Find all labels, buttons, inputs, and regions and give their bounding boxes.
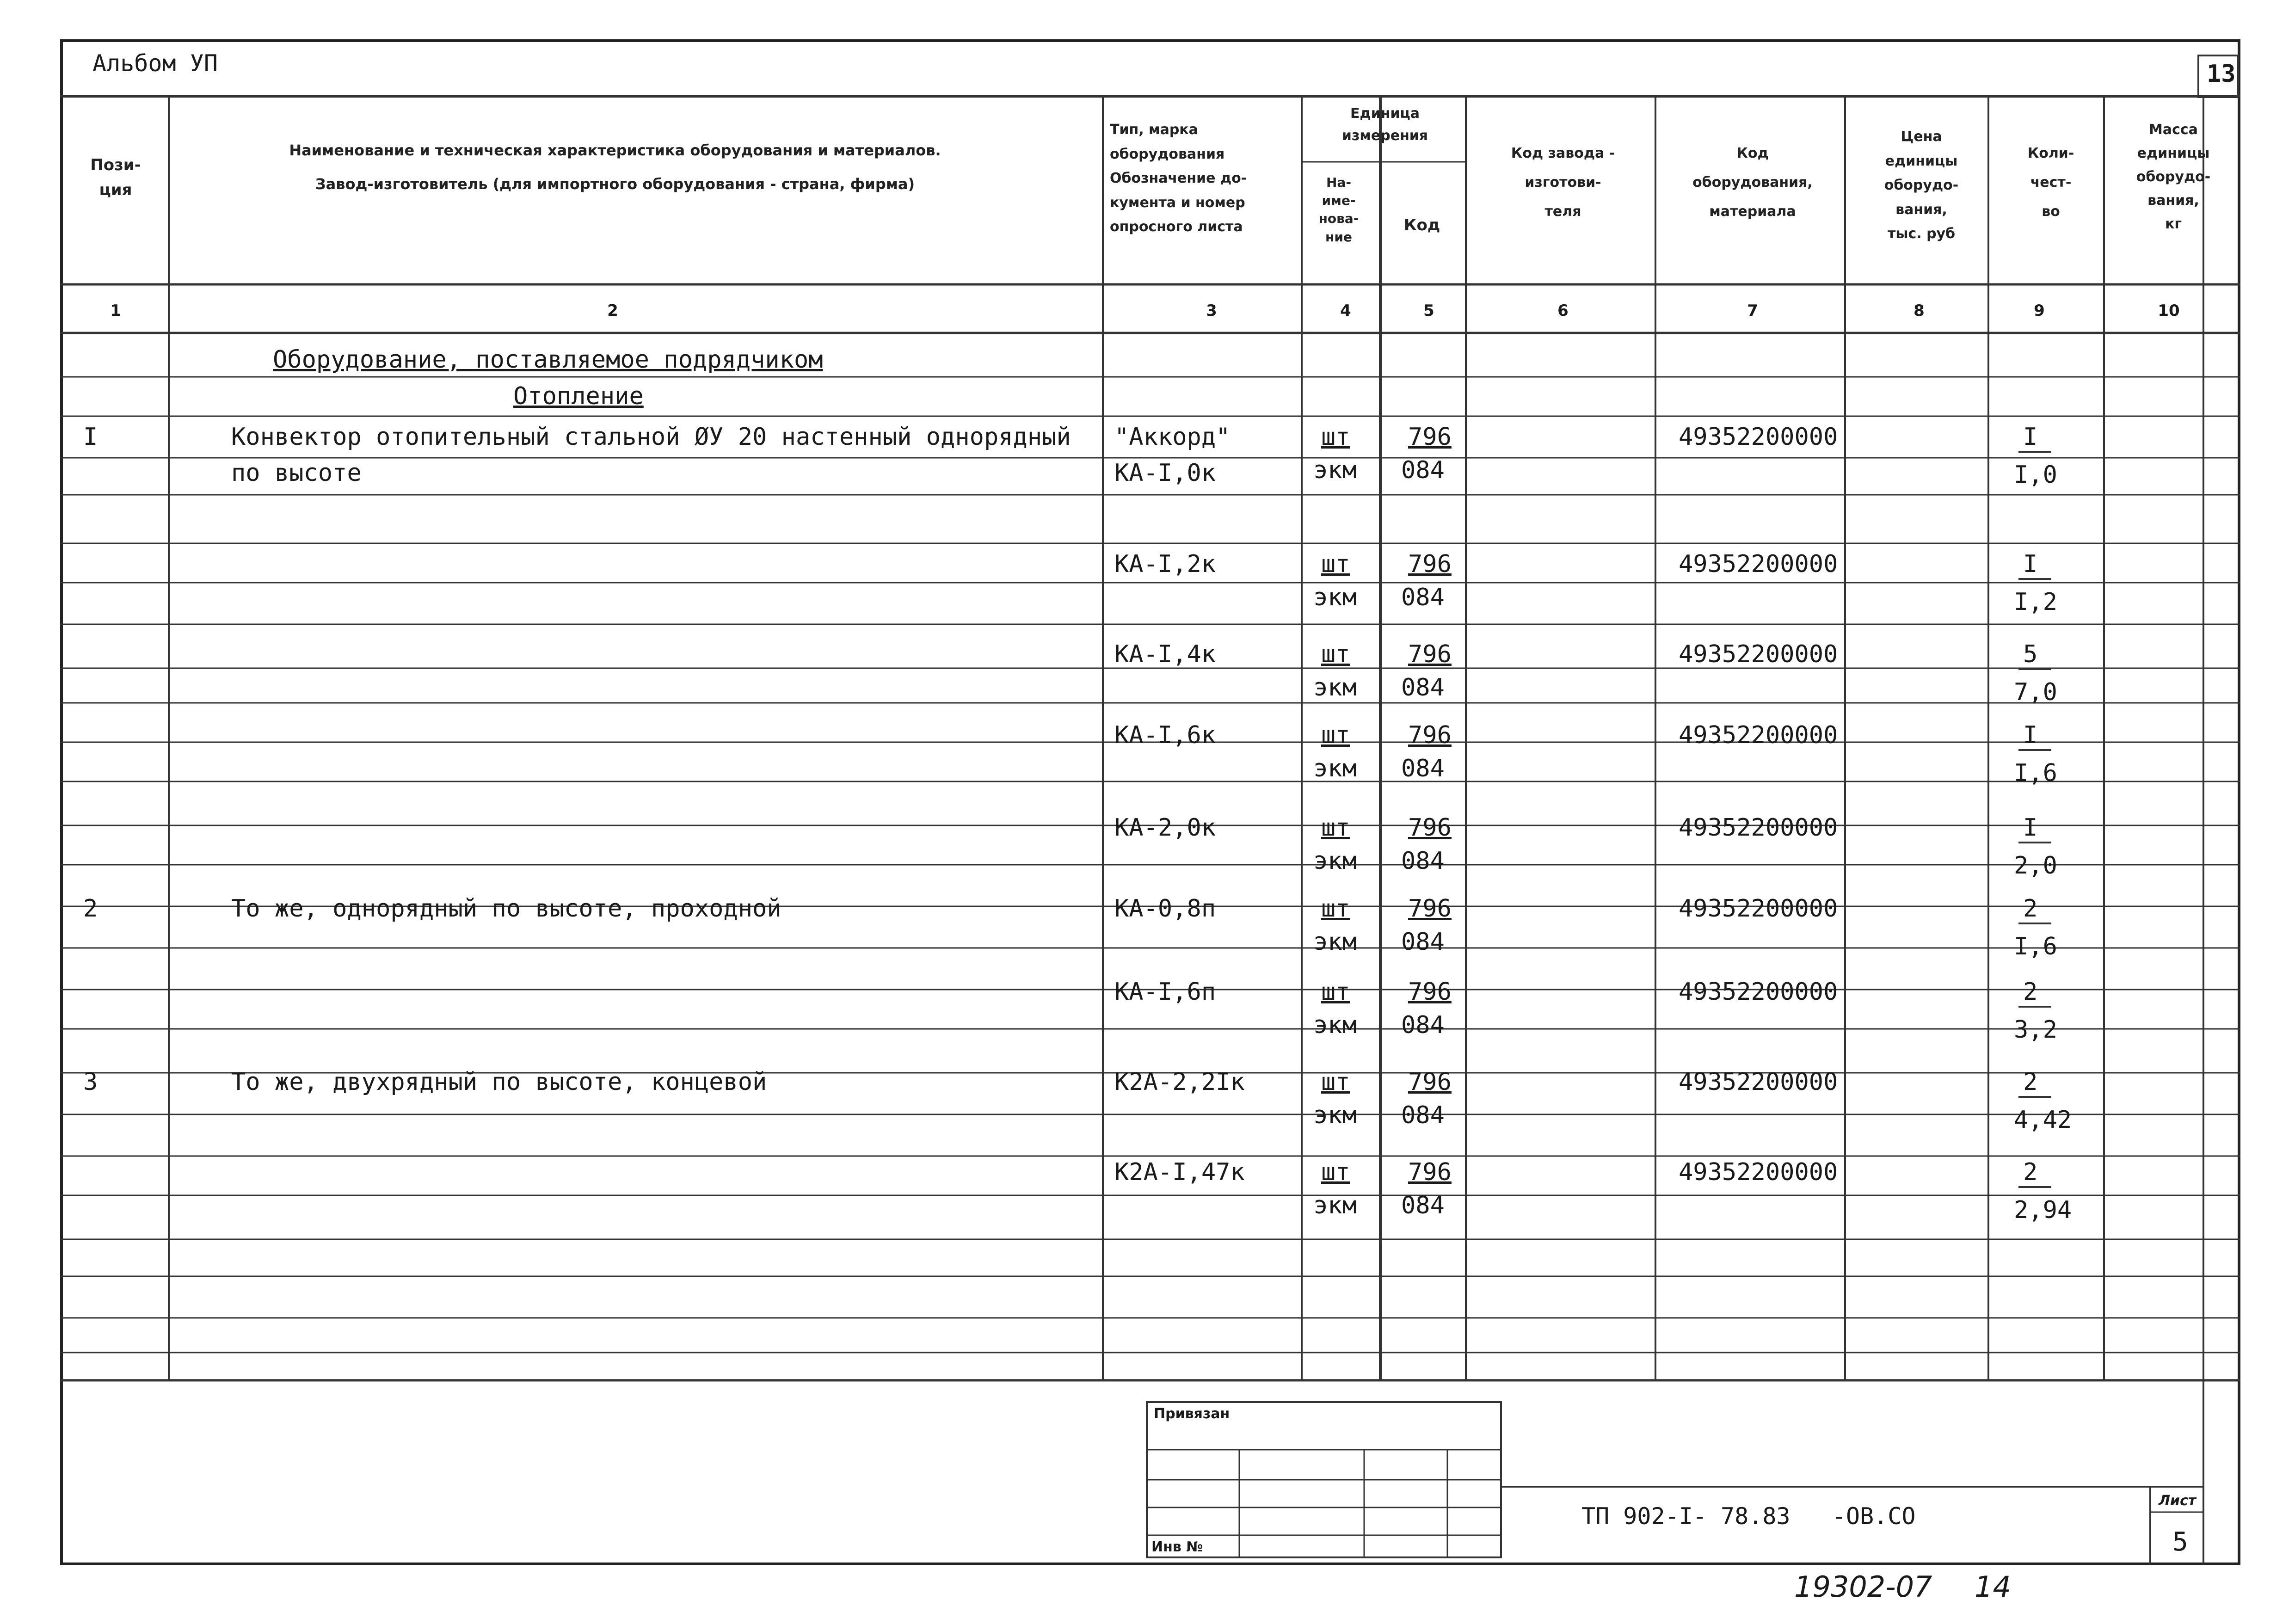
row-quantity: I	[2018, 423, 2051, 453]
row-unit-name: шт	[1321, 423, 1350, 451]
row-quantity-2: I,6	[2014, 759, 2057, 787]
album-title: Альбом УП	[92, 50, 218, 77]
colnum-6: 6	[1557, 301, 1569, 320]
row-name-line1: То же, однорядный по высоте, проходной	[231, 895, 781, 923]
row-quantity: I	[2018, 550, 2051, 580]
row-unit-code: 796	[1408, 978, 1452, 1006]
row-equipment-code: 49352200000	[1679, 721, 1838, 749]
row-quantity-2: 4,42	[2014, 1106, 2072, 1134]
row-unit-code-2: 084	[1401, 755, 1445, 782]
header-naimenovanie-title: Наименование и техническая характеристика оборудования и материалов.	[289, 141, 941, 159]
list-number: 5	[2172, 1527, 2188, 1557]
row-unit-name: шт	[1321, 721, 1350, 749]
row-name-line2: по высоте	[231, 459, 362, 487]
row-equipment-code: 49352200000	[1679, 423, 1838, 451]
colnum-4: 4	[1340, 301, 1351, 320]
row-type-line1: КА-I,6к	[1114, 721, 1216, 749]
row-unit-name: шт	[1321, 640, 1350, 668]
row-unit-code-2: 084	[1401, 1011, 1445, 1039]
row-quantity: 2	[2018, 978, 2051, 1008]
row-unit-code: 796	[1408, 550, 1452, 578]
row-unit-code: 796	[1408, 423, 1452, 451]
header-tip-marka: Тип, марка оборудования Обозначение до- кумента и номер опросного листа	[1110, 122, 1247, 235]
row-quantity: I	[2018, 721, 2051, 751]
header-massa: Масса единицы оборудо- вания, кг	[2136, 122, 2211, 232]
row-unit-code-2: 084	[1401, 847, 1445, 875]
row-unit-code-2: 084	[1401, 674, 1445, 701]
row-quantity: I	[2018, 814, 2051, 843]
row-equipment-code: 49352200000	[1679, 814, 1838, 842]
row-type-line2: КА-I,0к	[1114, 459, 1216, 487]
row-name-line1: То же, двухрядный по высоте, концевой	[231, 1068, 767, 1096]
row-position: 2	[83, 895, 98, 923]
row-unit-name-2: экм	[1313, 584, 1357, 611]
row-type-line1: К2А-2,2Iк	[1114, 1068, 1245, 1096]
row-unit-name-2: экм	[1313, 1011, 1357, 1039]
row-unit-code: 796	[1408, 721, 1452, 749]
row-type-line1: "Аккорд"	[1114, 423, 1231, 451]
header-tsena: Цена единицы оборудо- вания, тыс. руб	[1884, 129, 1959, 242]
row-unit-code-2: 084	[1401, 456, 1445, 484]
row-unit-code: 796	[1408, 1158, 1452, 1186]
colnum-10: 10	[2158, 301, 2180, 320]
header-edinitsa: Единица измерения	[1341, 105, 1428, 144]
row-quantity-2: 3,2	[2014, 1016, 2057, 1044]
row-unit-code-2: 084	[1401, 928, 1445, 956]
row-equipment-code: 49352200000	[1679, 895, 1838, 923]
row-quantity: 2	[2018, 1068, 2051, 1098]
row-unit-code-2: 084	[1401, 584, 1445, 611]
handwritten-code: 19302-07	[1794, 1570, 1932, 1604]
colnum-3: 3	[1206, 301, 1217, 320]
stamp-inv-label: Инв №	[1151, 1539, 1203, 1555]
row-quantity-2: I,2	[2014, 588, 2057, 616]
row-equipment-code: 49352200000	[1679, 550, 1838, 578]
row-unit-name: шт	[1321, 1068, 1350, 1096]
colnum-9: 9	[2034, 301, 2045, 320]
row-type-line1: К2А-I,47к	[1114, 1158, 1245, 1186]
row-unit-name-2: экм	[1313, 1101, 1357, 1129]
colnum-5: 5	[1423, 301, 1434, 320]
colnum-2: 2	[607, 301, 618, 320]
row-quantity-2: 2,0	[2014, 852, 2057, 880]
row-unit-name: шт	[1321, 1158, 1350, 1186]
header-naimenovanie-subtitle: Завод-изготовитель (для импортного оборудования - страна, фирма)	[315, 175, 915, 193]
row-unit-name: шт	[1321, 814, 1350, 842]
header-kod-oborudovaniya: Код оборудования, материала	[1692, 145, 1813, 220]
header-kolichestvo: Коли- чест- во	[2027, 145, 2074, 220]
header-edinitsa-naim: На- име- нова- ние	[1318, 175, 1359, 245]
list-label: Лист	[2159, 1493, 2197, 1509]
row-quantity: 2	[2018, 1158, 2051, 1188]
sheet-number: 13	[2207, 60, 2236, 88]
row-unit-name: шт	[1321, 895, 1350, 923]
colnum-8: 8	[1914, 301, 1925, 320]
stamp-privyazan-box	[1146, 1401, 1502, 1558]
row-quantity-2: I,6	[2014, 933, 2057, 960]
row-unit-name: шт	[1321, 978, 1350, 1006]
row-type-line1: КА-I,4к	[1114, 640, 1216, 668]
row-position: 3	[83, 1068, 98, 1096]
row-unit-code-2: 084	[1401, 1192, 1445, 1219]
row-type-line1: КА-I,2к	[1114, 550, 1216, 578]
row-unit-name-2: экм	[1313, 1192, 1357, 1219]
row-equipment-code: 49352200000	[1679, 640, 1838, 668]
row-name-line1: Конвектор отопительный стальной ØУ 20 настенный однорядный	[231, 423, 1071, 451]
row-type-line1: КА-I,6п	[1114, 978, 1216, 1006]
header-naimenovanie	[176, 139, 1054, 196]
handwritten-page: 14	[1975, 1570, 2011, 1604]
row-equipment-code: 49352200000	[1679, 1158, 1838, 1186]
row-unit-code: 796	[1408, 814, 1452, 842]
row-type-line1: КА-2,0к	[1114, 814, 1216, 842]
row-unit-name-2: экм	[1313, 674, 1357, 701]
row-quantity-2: I,0	[2014, 461, 2057, 489]
row-unit-code-2: 084	[1401, 1101, 1445, 1129]
section-title: Оборудование, поставляемое подрядчиком	[273, 346, 823, 374]
row-quantity: 5	[2018, 640, 2051, 670]
row-unit-name-2: экм	[1313, 456, 1357, 484]
colnum-1: 1	[110, 301, 121, 320]
header-edinitsa-kod: Код	[1403, 216, 1440, 234]
row-unit-name-2: экм	[1313, 755, 1357, 782]
header-pozitsiya: Пози- ция	[90, 156, 141, 200]
row-unit-name: шт	[1321, 550, 1350, 578]
stamp-privyazan-label: Привязан	[1154, 1406, 1230, 1422]
row-quantity-2: 2,94	[2014, 1196, 2072, 1224]
row-unit-code: 796	[1408, 640, 1452, 668]
row-equipment-code: 49352200000	[1679, 1068, 1838, 1096]
row-quantity: 2	[2018, 895, 2051, 924]
row-equipment-code: 49352200000	[1679, 978, 1838, 1006]
colnum-7: 7	[1747, 301, 1758, 320]
row-unit-code: 796	[1408, 895, 1452, 923]
row-type-line1: КА-0,8п	[1114, 895, 1216, 923]
row-unit-name-2: экм	[1313, 847, 1357, 875]
row-unit-code: 796	[1408, 1068, 1452, 1096]
section-subtitle: Отопление	[513, 382, 644, 410]
header-kod-zavoda: Код завода - изготови- теля	[1511, 145, 1615, 220]
row-quantity-2: 7,0	[2014, 678, 2057, 706]
row-position: I	[83, 423, 98, 451]
document-code: ТП 902-I- 78.83 -ОВ.СО	[1581, 1503, 1916, 1530]
row-unit-name-2: экм	[1313, 928, 1357, 956]
